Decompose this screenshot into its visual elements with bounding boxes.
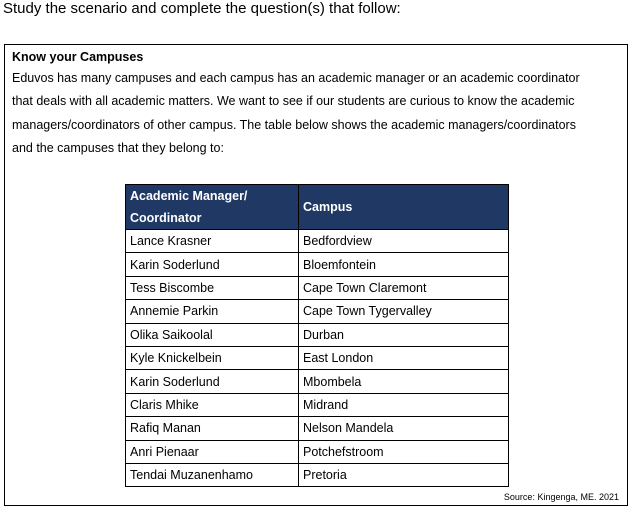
manager-cell: Karin Soderlund — [126, 370, 299, 393]
manager-cell: Olika Saikoolal — [126, 323, 299, 346]
table-row — [126, 393, 509, 416]
campus-cell: Nelson Mandela — [299, 417, 509, 440]
campus-cell: Bloemfontein — [299, 253, 509, 276]
campus-cell: Pretoria — [299, 463, 509, 486]
scenario-description — [12, 67, 622, 160]
table-body — [126, 230, 509, 487]
table-row — [126, 370, 509, 393]
manager-cell: Kyle Knickelbein — [126, 346, 299, 369]
manager-cell: Claris Mhike — [126, 393, 299, 416]
table-row — [126, 253, 509, 276]
source-citation: Source: Kingenga, ME. 2021 — [503, 492, 619, 502]
scenario-line: that deals with all academic matters. We want to see if our students are curious to know the academic — [12, 94, 575, 109]
manager-cell: Tendai Muzanenhamo — [126, 463, 299, 486]
campus-cell: Cape Town Claremont — [299, 276, 509, 299]
scenario-line: Eduvos has many campuses and each campus has an academic manager or an academic coordinator — [12, 71, 580, 85]
scenario-line: managers/coordinators of other campus. The table below shows the academic managers/coordinators — [12, 117, 576, 132]
manager-cell: Karin Soderlund — [126, 253, 299, 276]
manager-cell: Rafiq Manan — [126, 417, 299, 440]
scenario-line: and the campuses that they belong to: — [12, 140, 224, 155]
campus-cell: Durban — [299, 323, 509, 346]
manager-cell: Anri Pienaar — [126, 440, 299, 463]
header-manager — [126, 185, 299, 230]
table-row — [126, 300, 509, 323]
header-campus: Campus — [299, 185, 509, 230]
campus-cell: Bedfordview — [299, 230, 509, 253]
campus-cell: Potchefstroom — [299, 440, 509, 463]
manager-cell: Annemie Parkin — [126, 300, 299, 323]
campus-cell: Mbombela — [299, 370, 509, 393]
table-row — [126, 323, 509, 346]
campus-cell: Midrand — [299, 393, 509, 416]
manager-cell: Lance Krasner — [126, 230, 299, 253]
table-row — [126, 463, 509, 486]
header-manager-line: Academic Manager/ — [130, 189, 248, 203]
table-row — [126, 440, 509, 463]
campus-cell: East London — [299, 346, 509, 369]
table-row — [126, 417, 509, 440]
table-header-row — [126, 185, 509, 230]
table-row — [126, 230, 509, 253]
table-row — [126, 346, 509, 369]
campus-cell: Cape Town Tygervalley — [299, 300, 509, 323]
scenario-box — [4, 44, 628, 506]
header-manager-line: Coordinator — [130, 211, 202, 225]
scenario-title: Know your Campuses — [12, 50, 144, 64]
table-row — [126, 276, 509, 299]
instruction-text: Study the scenario and complete the question(s) that follow: — [3, 0, 401, 17]
campus-table — [125, 184, 509, 487]
manager-cell: Tess Biscombe — [126, 276, 299, 299]
